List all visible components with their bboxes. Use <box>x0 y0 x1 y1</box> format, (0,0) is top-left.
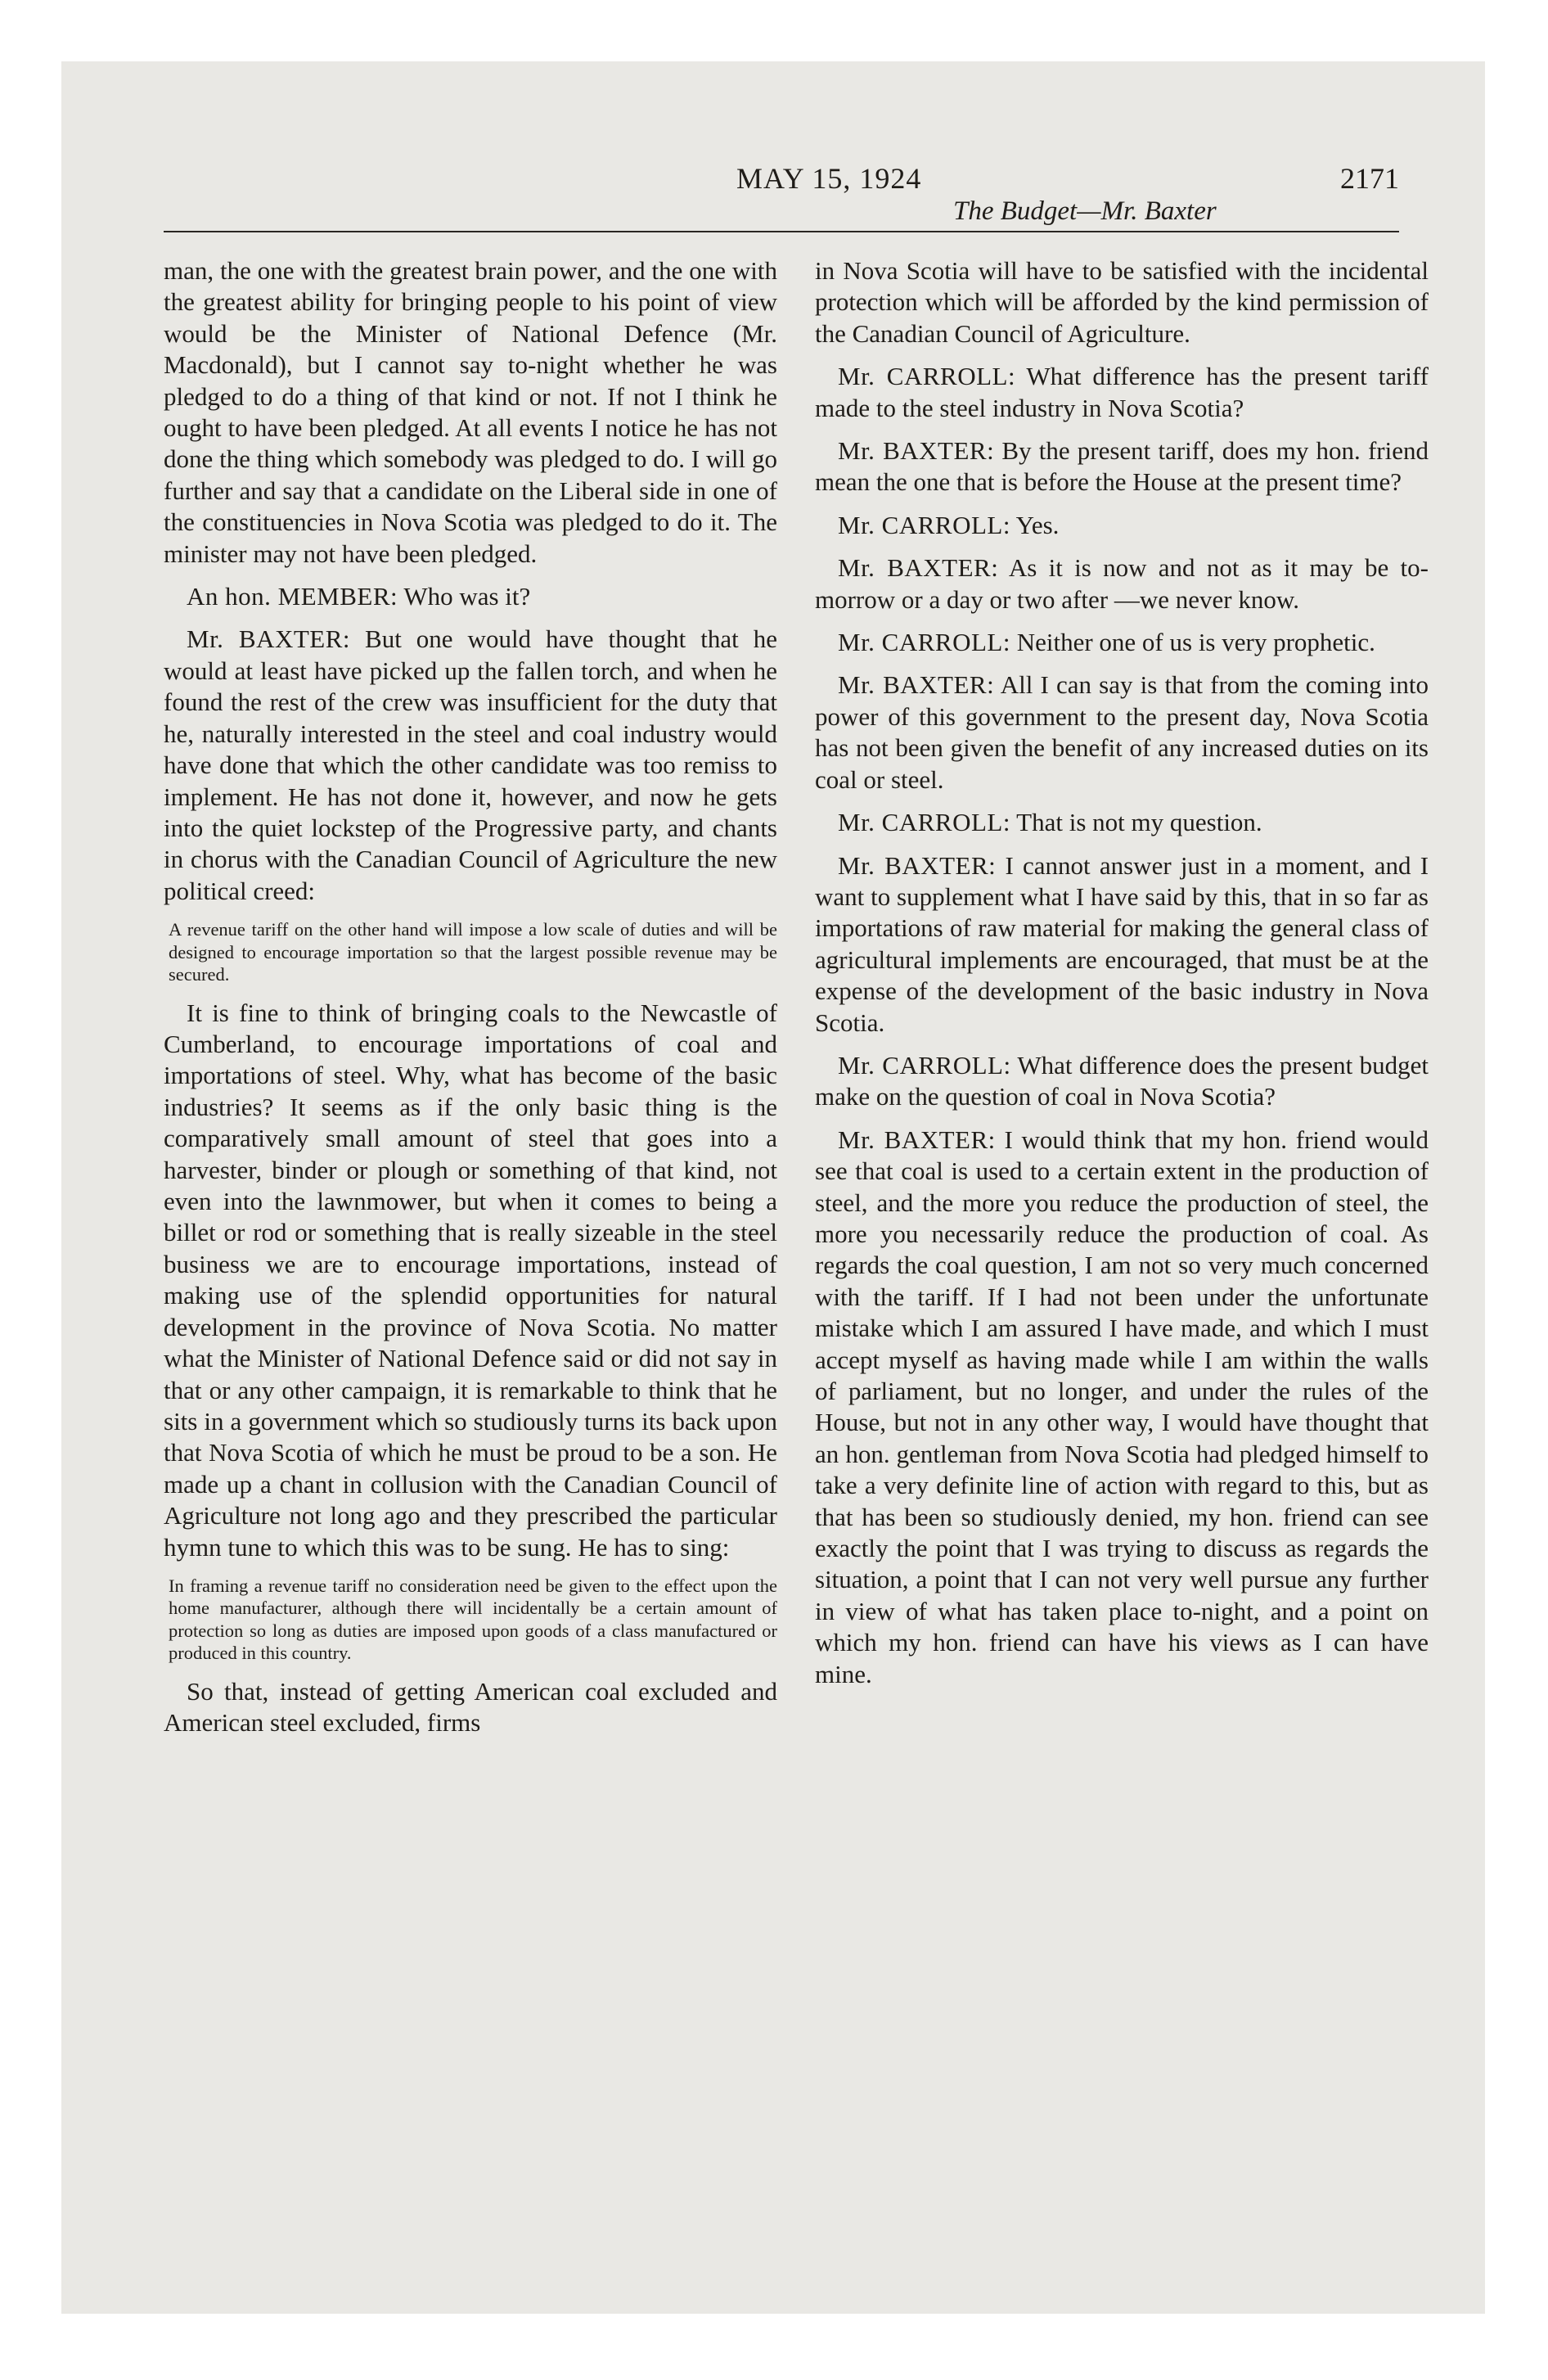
speaker-name: Mr. BAXTER: <box>838 670 995 700</box>
speech-text: Who was it? <box>403 582 531 611</box>
block-quote: A revenue tariff on the other hand will impose a low scale of duties and will be designed to encourage importation so that the largest possible revenue may be secured. <box>169 919 777 985</box>
speech-text: That is not my question. <box>1016 808 1262 837</box>
speaker-name: Mr. BAXTER: <box>838 553 999 583</box>
speech-text: I would think that my hon. friend would see that coal is used to a certain extent in the production of steel, and the more you reduce the production of steel, the more you necessarily reduce the production of coal. As regards the coal question, I am not so very much concerned with the tariff. If I had not been under the unfortunate mistake which I am assured I have made, and which I must accept myself as having made while I am within the walls of parliament, but no longer, and under the rules of the House, but not in any other way, I would have thought that an hon. gentleman from Nova Scotia had pledged himself to take a very definite line of action with regard to this, but as that has been so studiously denied, my hon. friend can see exactly the point that I was trying to discuss as regards the situation, a point that I can not very well pursue any further in view of what has taken place to-night, and a point on which my hon. friend can have his views as I can have mine. <box>815 1125 1429 1688</box>
paragraph: So that, instead of getting American coal excluded and American steel excluded, firms <box>164 1676 777 1738</box>
speech-text: Yes. <box>1015 510 1060 539</box>
paragraph: It is fine to think of bringing coals to the Newcastle of Cumberland, to encourage importations of coal and importations of steel. Why, what has become of the basic industries? It seems as if the only basic thing is the comparatively small amount of steel that goes into a harvester, binder or plough or something of that kind, not even into the lawnmower, but when it comes to being a billet or rod or something that is really sizeable in the steel business we are to encourage importations, instead of making use of the splendid opportunities for natural development in the province of Nova Scotia. No matter what the Minister of National Defence said or did not say in that or any other campaign, it is remarkable to think that he sits in a government which so studiously turns its back upon that Nova Scotia of which he must be proud to be a son. He made up a chant in collusion with the Canadian Council of Agriculture not long ago and they prescribed the particular hymn tune to which this was to be sung. He has to sing: <box>164 998 777 1562</box>
speaker-name: Mr. BAXTER: <box>187 624 351 654</box>
header-rule <box>164 231 1399 232</box>
speaker-name: Mr. BAXTER: <box>838 850 997 880</box>
speech-paragraph <box>164 581 777 612</box>
speech-paragraph <box>815 435 1429 498</box>
speech-text: Neither one of us is very prophetic. <box>1016 628 1375 657</box>
header-date: MAY 15, 1924 <box>736 162 922 195</box>
right-column <box>815 255 1429 1702</box>
speaker-name: Mr. CARROLL: <box>838 808 1010 837</box>
speaker-name: Mr. CARROLL: <box>838 628 1010 657</box>
left-column <box>164 255 777 1751</box>
speaker-name: Mr. CARROLL: <box>838 362 1016 391</box>
speaker-name: Mr. BAXTER: <box>838 436 995 466</box>
speech-paragraph <box>815 552 1429 615</box>
speaker-name: An hon. MEMBER: <box>187 582 398 611</box>
paragraph: man, the one with the greatest brain power, and the one with the greatest ability for bringing people to his point of view would be the Minister of National Defence (Mr. Macdonald), but I cannot say to-night whether he was pledged to do a thing of that kind or not. If not I think he ought to have been pledged. At all events I notice he has not done the thing which somebody was pledged to do. I will go further and say that a candidate on the Liberal side in one of the constituencies in Nova Scotia was pledged to do it. The minister may not have been pledged. <box>164 256 777 568</box>
speech-text: What difference has the present tariff made to the steel industry in Nova Scotia? <box>815 362 1429 422</box>
speech-text: I cannot answer just in a moment, and I want to supplement what I have said by this, that in so far as importations of raw material for making the general class of agricultural implements are encouraged, that must be at the expense of the development of the basic industry in Nova Scotia. <box>815 850 1429 1037</box>
speech-text: As it is now and not as it may be to-morrow or a day or two after —we never know. <box>815 553 1429 614</box>
speaker-name: Mr. CARROLL: <box>838 510 1010 539</box>
speech-text: But one would have thought that he would at least have picked up the fallen torch, and when he found the rest of the crew was insufficient for the duty that he, naturally interested in the steel and coal industry would have done that which the other candidate was too remiss to implement. He has not done it, however, and now he gets into the quiet lockstep of the Progressive party, and chants in chorus with the Canadian Council of Agriculture the new political creed: <box>164 624 777 905</box>
speech-text: What difference does the present budget make on the question of coal in Nova Scotia? <box>815 1050 1429 1111</box>
block-quote: In framing a revenue tariff no consideration need be given to the effect upon the home manufacturer, although there will incidentally be a certain amount of protection so long as duties are imposed upon goods of a class manufactured or produced in this country. <box>169 1575 777 1664</box>
speech-paragraph <box>815 510 1429 541</box>
speech-paragraph <box>815 850 1429 1039</box>
paragraph: in Nova Scotia will have to be satisfied with the incidental protection which will be afforded by the kind permission of the Canadian Council of Agriculture. <box>815 256 1429 348</box>
running-title: The Budget—Mr. Baxter <box>953 196 1217 226</box>
speech-paragraph <box>815 1125 1429 1690</box>
speech-paragraph <box>815 807 1429 838</box>
speaker-name: Mr. BAXTER: <box>838 1125 996 1154</box>
page-number: 2171 <box>1340 162 1399 195</box>
speech-paragraph <box>815 361 1429 424</box>
speech-paragraph <box>164 624 777 907</box>
page-header <box>164 143 1399 233</box>
speech-paragraph <box>815 627 1429 658</box>
speaker-name: Mr. CARROLL: <box>838 1050 1011 1080</box>
speech-paragraph <box>815 669 1429 796</box>
speech-text: All I can say is that from the coming into power of this government to the present day, Nova Scotia has not been given the benefit of any increased duties on its coal or steel. <box>815 670 1429 794</box>
speech-text: By the present tariff, does my hon. friend mean the one that is before the House at the present time? <box>815 436 1429 497</box>
speech-paragraph <box>815 1050 1429 1113</box>
